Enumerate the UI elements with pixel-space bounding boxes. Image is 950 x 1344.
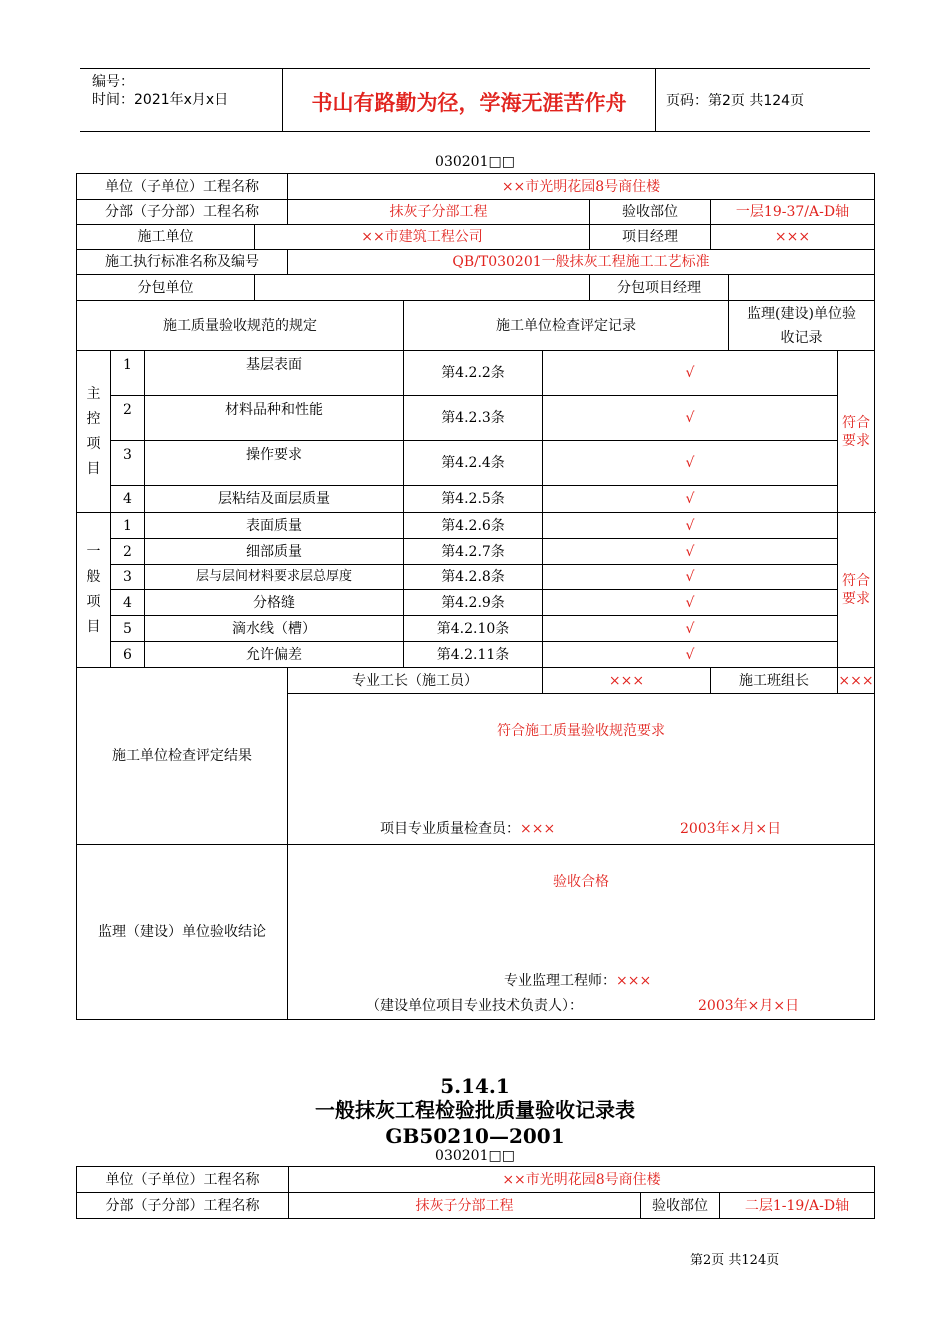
check-result-value: 符合施工质量验收规范要求 — [497, 723, 665, 739]
item-name: 操作要求 — [145, 441, 404, 486]
page-header — [80, 68, 870, 132]
item-name: 分格缝 — [145, 590, 404, 616]
item-mark: √ — [543, 486, 838, 513]
item-no: 1 — [111, 351, 145, 396]
acceptance-form — [76, 173, 875, 1020]
accept-part-label: 验收部位 — [641, 1193, 720, 1219]
division-label: 分部（子分部）工程名称 — [77, 1193, 289, 1219]
team-leader-label: 施工班组长 — [711, 668, 838, 694]
item-clause: 第4.2.7条 — [404, 539, 543, 565]
group-char: 一 — [86, 544, 101, 560]
item-mark: √ — [543, 616, 838, 642]
group-char: 般 — [86, 569, 101, 585]
accept-part-value: 一层19-37/A-D轴 — [711, 200, 875, 225]
group-char: 控 — [86, 410, 101, 427]
time-label: 时间：2021年x月x日 — [92, 92, 229, 108]
item-name: 材料品种和性能 — [145, 396, 404, 441]
header-meta — [92, 73, 228, 109]
engineer-line — [504, 972, 651, 990]
section-number: 5.14.1 — [440, 1074, 510, 1098]
foreman-label: 专业工长（施工员） — [288, 668, 543, 694]
engineer-value: ××× — [616, 973, 652, 989]
acceptance-form-2 — [76, 1166, 875, 1219]
unit-project-label: 单位（子单位）工程名称 — [77, 1167, 289, 1193]
standard-value: QB/T030201一般抹灰工程施工工艺标准 — [288, 250, 875, 275]
item-name: 表面质量 — [145, 513, 404, 539]
item-clause: 第4.2.4条 — [404, 441, 543, 486]
item-name: 基层表面 — [145, 351, 404, 396]
item-clause: 第4.2.8条 — [404, 565, 543, 590]
item-clause: 第4.2.11条 — [404, 642, 543, 668]
header-page: 页码：第2页 共124页 — [666, 93, 805, 109]
main-result: 符合要求 — [838, 351, 875, 513]
division-value: 抹灰子分部工程 — [288, 200, 590, 225]
item-no: 2 — [111, 539, 145, 565]
item-no: 2 — [111, 396, 145, 441]
item-mark: √ — [543, 513, 838, 539]
general-result: 符合要求 — [838, 513, 875, 668]
group-char: 项 — [86, 594, 101, 610]
check-date: 2003年×月×日 — [680, 821, 782, 837]
accept-part-value: 二层1-19/A-D轴 — [720, 1193, 875, 1219]
team-leader-value: ××× — [838, 668, 875, 694]
item-no: 3 — [111, 441, 145, 486]
item-mark: √ — [543, 565, 838, 590]
standard-label: 施工执行标准名称及编号 — [77, 250, 288, 275]
item-clause: 第4.2.2条 — [404, 351, 543, 396]
item-no: 4 — [111, 486, 145, 513]
inspector-value: ××× — [520, 821, 556, 837]
item-name: 允许偏差 — [145, 642, 404, 668]
item-clause: 第4.2.5条 — [404, 486, 543, 513]
item-no: 5 — [111, 616, 145, 642]
item-name: 层粘结及面层质量 — [145, 486, 404, 513]
section-standard: GB50210—2001 — [385, 1124, 565, 1148]
item-name: 层与层间材料要求层总厚度 — [145, 565, 404, 590]
item-name: 滴水线（槽） — [145, 616, 404, 642]
col-check: 施工单位检查评定记录 — [404, 301, 729, 351]
item-clause: 第4.2.10条 — [404, 616, 543, 642]
supervise-label: 监理（建设）单位验收结论 — [77, 845, 288, 1020]
item-mark: √ — [543, 351, 838, 396]
item-clause: 第4.2.9条 — [404, 590, 543, 616]
form-code: 030201□□ — [435, 1148, 515, 1164]
check-result-label: 施工单位检查评定结果 — [77, 668, 288, 845]
sub-pm-label: 分包项目经理 — [590, 275, 729, 301]
section-title: 一般抹灰工程检验批质量验收记录表 — [315, 1098, 635, 1122]
col-supervise-line1: 监理(建设)单位验 — [747, 305, 856, 322]
unit-project-label: 单位（子单位）工程名称 — [77, 174, 288, 200]
item-clause: 第4.2.3条 — [404, 396, 543, 441]
constructor-label: 施工单位 — [77, 225, 255, 250]
item-no: 4 — [111, 590, 145, 616]
division-label: 分部（子分部）工程名称 — [77, 200, 288, 225]
group-char: 目 — [86, 460, 101, 477]
pm-value: ××× — [711, 225, 875, 250]
group-char: 项 — [86, 435, 101, 452]
sub-pm-value — [729, 275, 875, 301]
footer-page: 第2页 共124页 — [690, 1253, 780, 1268]
item-clause: 第4.2.6条 — [404, 513, 543, 539]
general-group-label — [77, 513, 111, 668]
col-supervise-line2: 收记录 — [780, 329, 823, 346]
supervise-value: 验收合格 — [553, 874, 609, 890]
col-spec: 施工质量验收规范的规定 — [77, 301, 404, 351]
supervise-date: 2003年×月×日 — [698, 998, 800, 1014]
item-name: 细部质量 — [145, 539, 404, 565]
sub-unit-label: 分包单位 — [77, 275, 255, 301]
col-supervise — [729, 301, 875, 351]
form-code: 030201□□ — [435, 154, 515, 170]
main-group-label — [77, 351, 111, 513]
item-no: 6 — [111, 642, 145, 668]
item-mark: √ — [543, 441, 838, 486]
constructor-value: ××市建筑工程公司 — [255, 225, 590, 250]
item-no: 3 — [111, 565, 145, 590]
inspector-label: 项目专业质量检查员： — [380, 821, 520, 837]
division-value: 抹灰子分部工程 — [289, 1193, 641, 1219]
item-mark: √ — [543, 590, 838, 616]
unit-project-value: ××市光明花园8号商住楼 — [288, 174, 875, 200]
header-divider — [655, 69, 656, 131]
foreman-value: ××× — [543, 668, 711, 694]
supervise-cell — [288, 845, 875, 1020]
owner-label: （建设单位项目专业技术负责人）： — [366, 998, 583, 1014]
pm-label: 项目经理 — [590, 225, 711, 250]
sub-unit-value — [255, 275, 590, 301]
item-no: 1 — [111, 513, 145, 539]
group-char: 目 — [86, 619, 101, 635]
unit-project-value: ××市光明花园8号商住楼 — [289, 1167, 875, 1193]
item-mark: √ — [543, 539, 838, 565]
item-mark: √ — [543, 642, 838, 668]
engineer-label: 专业监理工程师： — [504, 973, 616, 989]
header-motto: 书山有路勤为径，学海无涯苦作舟 — [311, 91, 627, 115]
group-char: 主 — [86, 385, 101, 402]
item-mark: √ — [543, 396, 838, 441]
check-result-cell — [288, 694, 875, 845]
number-label: 编号： — [92, 74, 134, 90]
accept-part-label: 验收部位 — [590, 200, 711, 225]
inspector-line — [380, 820, 555, 838]
